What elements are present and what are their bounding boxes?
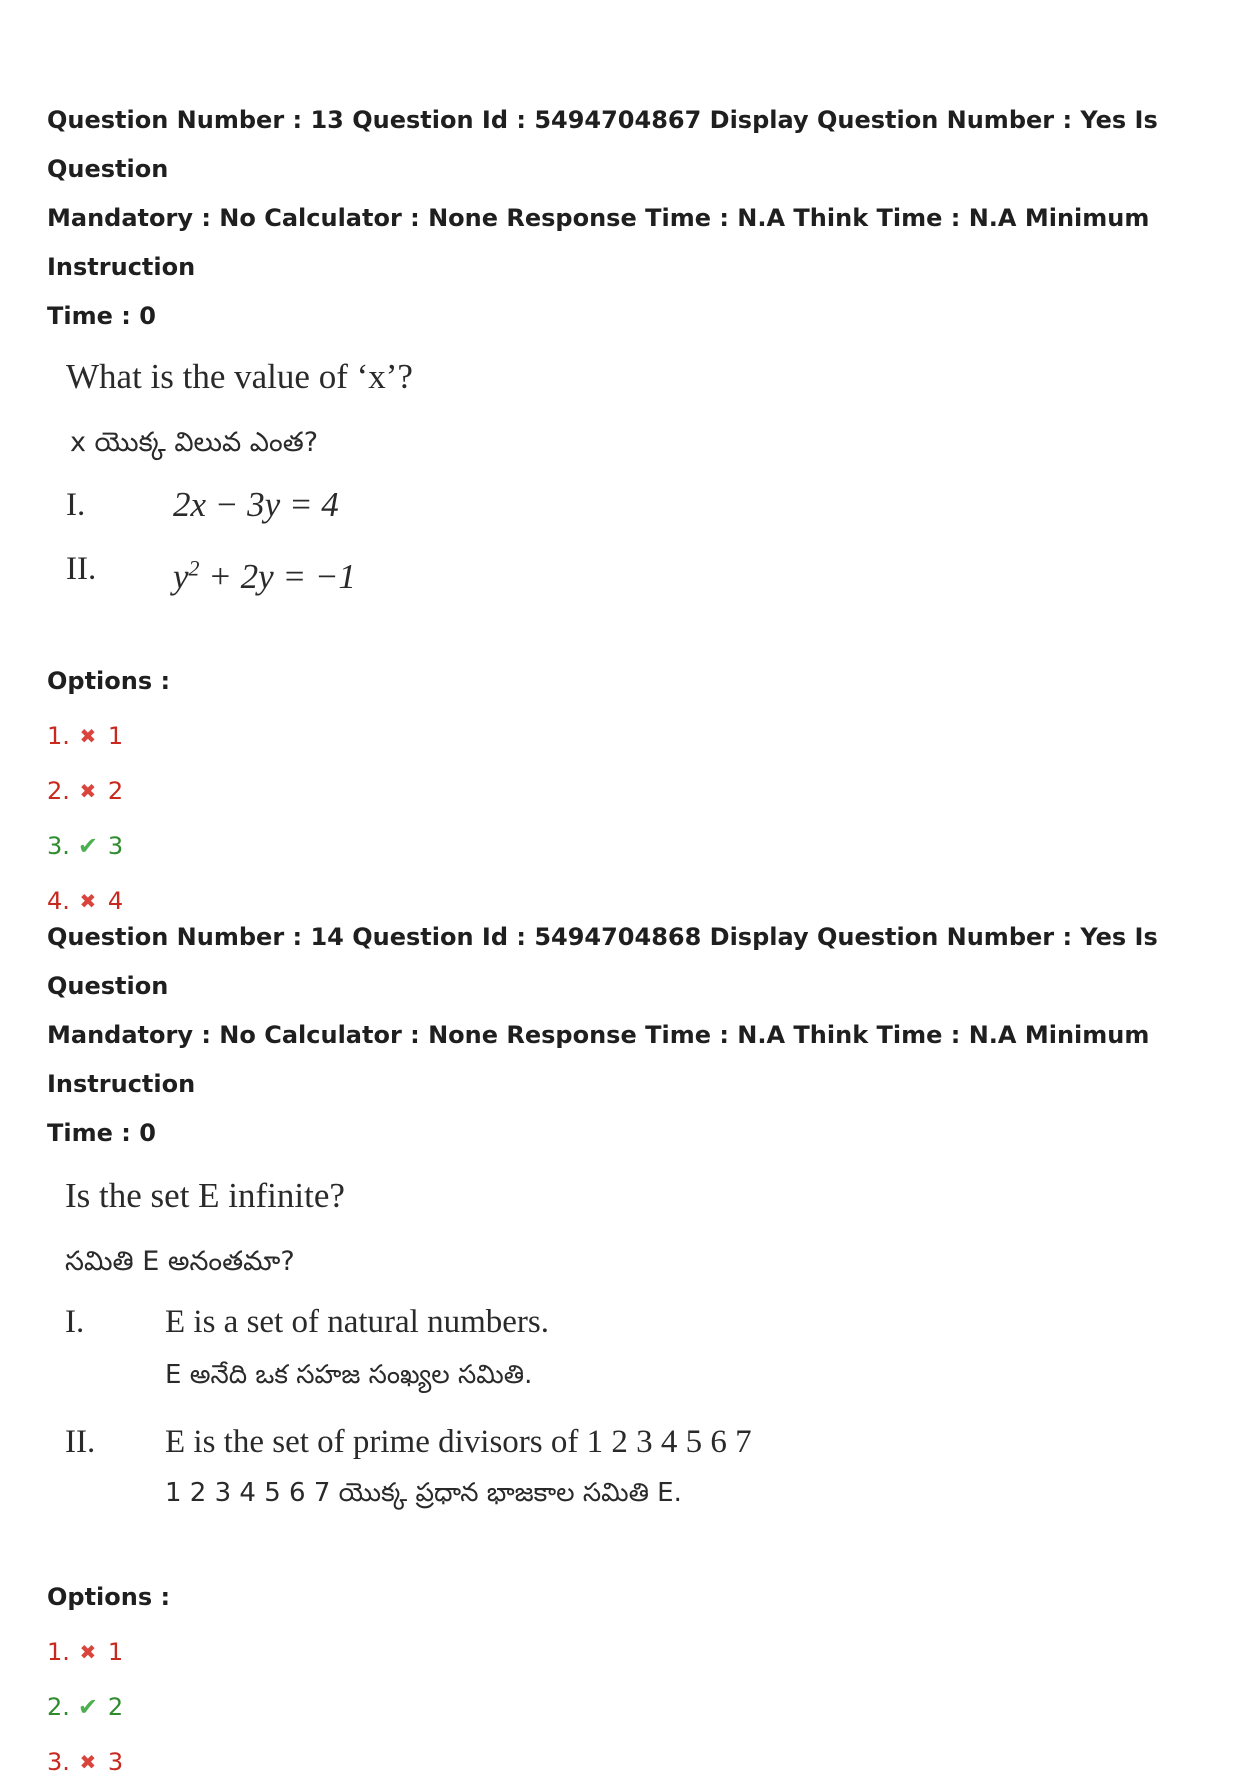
cross-icon: ✖: [79, 1640, 97, 1664]
option-number: 2.: [47, 777, 70, 805]
option-value: 3: [107, 1748, 124, 1776]
equation-rest: + 2y = −1: [199, 557, 356, 596]
check-icon: ✔: [77, 832, 98, 860]
option-item: [47, 764, 1207, 819]
statement-equation: 2x − 3y = 4: [173, 485, 339, 524]
option-value: 2: [107, 1693, 124, 1721]
meta-line: Time : 0: [47, 302, 156, 330]
option-number: 2.: [47, 1693, 70, 1721]
question-image: [47, 357, 1207, 649]
option-item: [47, 1680, 1207, 1735]
question-13: [47, 96, 1207, 929]
option-item: [47, 1625, 1207, 1680]
equation-exponent: 2: [188, 555, 200, 581]
check-icon: ✔: [77, 1693, 98, 1721]
cross-icon: ✖: [79, 779, 97, 803]
statement-numeral: II.: [66, 551, 97, 587]
meta-line: Question Number : 14 Question Id : 5494704868 Display Question Number : Yes Is Question: [47, 923, 1158, 1000]
cross-icon: ✖: [79, 724, 97, 748]
question-image: [47, 1176, 1207, 1569]
question-stem-telugu: సమితి E అనంతమా?: [65, 1246, 295, 1277]
option-number: 3.: [47, 1748, 70, 1776]
cross-icon: ✖: [79, 889, 97, 913]
option-value: 1: [107, 1638, 124, 1666]
statement-numeral: I.: [65, 1304, 85, 1340]
option-value: 2: [107, 777, 124, 805]
options-label: Options :: [47, 667, 171, 695]
options-list: [47, 709, 1207, 929]
option-item: [47, 709, 1207, 764]
question-stem-english: Is the set E infinite?: [65, 1176, 345, 1215]
equation-base: y: [173, 557, 189, 596]
meta-line: Time : 0: [47, 1119, 156, 1147]
options-list: [47, 1625, 1207, 1790]
option-number: 1.: [47, 1638, 70, 1666]
statement-text-telugu: 1 2 3 4 5 6 7 యొక్క ప్రధాన భాజకాల సమితి E.: [165, 1478, 682, 1508]
option-item: [47, 1735, 1207, 1790]
statement-numeral: II.: [65, 1424, 96, 1460]
option-value: 4: [107, 887, 124, 915]
question-14: [47, 913, 1207, 1790]
option-number: 3.: [47, 832, 70, 860]
meta-line: Mandatory : No Calculator : None Response Time : N.A Think Time : N.A Minimum Instruction: [47, 204, 1150, 281]
option-value: 3: [107, 832, 124, 860]
options-label: Options :: [47, 1583, 171, 1611]
question-stem-telugu: x యొక్క విలువ ఎంత?: [70, 427, 319, 458]
option-value: 1: [107, 722, 124, 750]
meta-line: Question Number : 13 Question Id : 5494704867 Display Question Number : Yes Is Question: [47, 106, 1158, 183]
question-stem-english: What is the value of ‘x’?: [66, 357, 413, 396]
question-meta: [47, 96, 1207, 341]
option-number: 1.: [47, 722, 70, 750]
statement-numeral: I.: [66, 487, 86, 523]
option-number: 4.: [47, 887, 70, 915]
statement-text: E is the set of prime divisors of 1 2 3 4 5 6 7: [165, 1424, 752, 1460]
statement-text: E is a set of natural numbers.: [165, 1304, 549, 1340]
question-meta: [47, 913, 1207, 1158]
option-item: [47, 819, 1207, 874]
statement-equation: [173, 557, 356, 597]
statement-text-telugu: E అనేది ఒక సహజ సంఖ్యల సమితి.: [165, 1360, 533, 1390]
meta-line: Mandatory : No Calculator : None Response Time : N.A Think Time : N.A Minimum Instruction: [47, 1021, 1150, 1098]
cross-icon: ✖: [79, 1750, 97, 1774]
